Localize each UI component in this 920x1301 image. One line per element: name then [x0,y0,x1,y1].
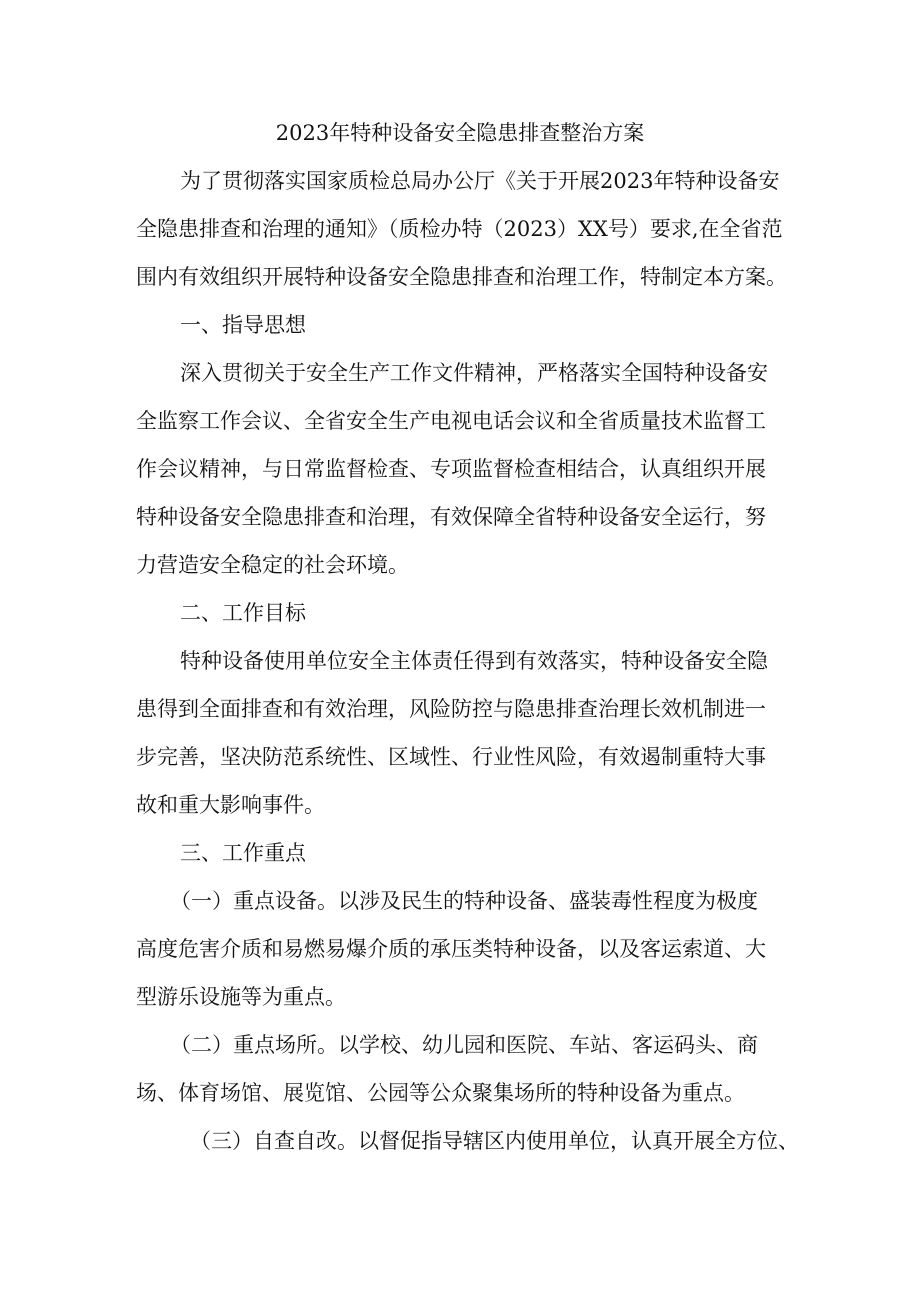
paragraph-line: （三）自查自改。以督促指导辖区内使用单位，认真开展全方位、 [190,1129,799,1153]
paragraph-line: 全监察工作会议、全省安全生产电视电话会议和全省质量技术监督工 [136,409,766,433]
section-heading: 三、工作重点 [180,841,306,865]
paragraph-line: 故和重大影响事件。 [136,793,325,817]
paragraph-line: 高度危害介质和易燃易爆介质的承压类特种设备，以及客运索道、大 [136,937,766,961]
paragraph-line: 为了贯彻落实国家质检总局办公厅《关于开展2023年特种设备安 [180,169,780,193]
document-title: 2023年特种设备安全隐患排查整治方案 [275,121,645,145]
paragraph-line: 全隐患排查和治理的通知》（质检办特（2023）XX号）要求,在全省范 [136,217,783,241]
section-heading: 一、指导思想 [180,313,306,337]
paragraph-line: 场、体育场馆、展览馆、公园等公众聚集场所的特种设备为重点。 [136,1081,745,1105]
paragraph-line: 患得到全面排查和有效治理，风险防控与隐患排查治理长效机制进一 [136,697,766,721]
paragraph-line: 围内有效组织开展特种设备安全隐患排查和治理工作，特制定本方案。 [136,265,787,289]
paragraph-line: 特种设备使用单位安全主体责任得到有效落实，特种设备安全隐 [180,649,768,673]
paragraph-line: 特种设备安全隐患排查和治理，有效保障全省特种设备安全运行，努 [136,505,766,529]
paragraph-line: 深入贯彻关于安全生产工作文件精神，严格落实全国特种设备安 [180,361,768,385]
paragraph-line: （一）重点设备。以涉及民生的特种设备、盛装毒性程度为极度 [170,889,758,913]
section-heading: 二、工作目标 [180,601,306,625]
paragraph-line: 作会议精神，与日常监督检查、专项监督检查相结合，认真组织开展 [136,457,766,481]
paragraph-line: 步完善，坚决防范系统性、区域性、行业性风险，有效遏制重特大事 [136,745,766,769]
paragraph-line: 力营造安全稳定的社会环境。 [136,553,409,577]
paragraph-line: （二）重点场所。以学校、幼儿园和医院、车站、客运码头、商 [170,1033,758,1057]
paragraph-line: 型游乐设施等为重点。 [136,985,346,1009]
